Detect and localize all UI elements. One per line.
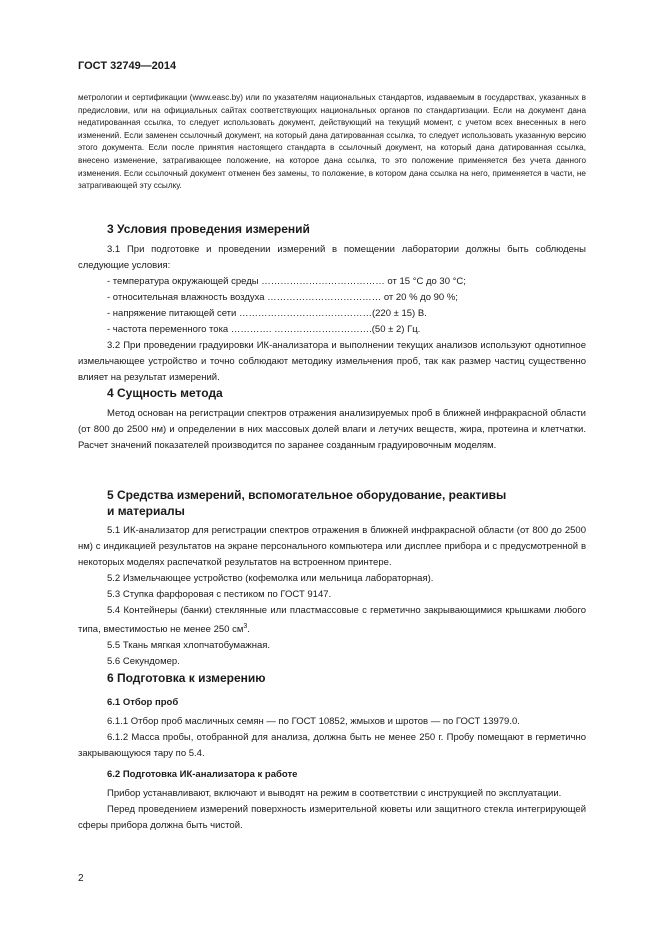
clause-5-4-text: 5.4 Контейнеры (банки) стеклянные или пластмассовые с герметично закрывающимися крышками любого типа, вместимостью не менее 250 см (78, 605, 586, 636)
section-4-body (78, 406, 586, 454)
section-5-title (107, 487, 506, 519)
clause-5-2: 5.2 Измельчающее устройство (кофемолка или мельница лабораторная). (107, 573, 434, 584)
clause-5-6: 5.6 Секундомер. (107, 656, 180, 668)
section-5-title-line-1: 5 Средства измерений, вспомогательное оборудование, реактивы (107, 488, 507, 502)
subsection-6-1-body (78, 714, 586, 762)
section-5-body (78, 523, 586, 670)
clause-5-3: 5.3 Ступка фарфоровая с пестиком по ГОСТ 9147. (107, 589, 332, 600)
clause-6-1-1: 6.1.1 Отбор проб масличных семян — по ГОСТ 10852, жмыхов и шротов — по ГОСТ 13979.0. (107, 716, 520, 727)
clause-5-5: 5.5 Ткань мягкая хлопчатобумажная. (107, 640, 271, 652)
section-3-title: 3 Условия проведения измерений (107, 222, 310, 236)
clause-4-text: Метод основан на регистрации спектров отражения анализируемых проб в ближней инфракрасной области (от 800 до 2500 нм) и определении в них массовых долей влаги и летучих веществ, жира, протеина и клетчатки. Расчет значений показателей производится по заранее созданным градуировочным моделям. (78, 408, 586, 451)
subsection-6-2-title: 6.2 Подготовка ИК-анализатора к работе (107, 769, 298, 780)
clause-6-2-text-1: Прибор устанавливают, включают и выводят на режим в соответствии с инструкцией по эксплуатации. (107, 788, 562, 799)
condition-voltage: - напряжение питающей сети ……………………………………(220 ± 15) В. (107, 308, 427, 319)
section-4-title: 4 Сущность метода (107, 386, 223, 400)
clause-3-1: 3.1 При подготовке и проведении измерений в помещении лаборатории должны быть соблюдены следующие условия: (78, 244, 586, 271)
document-header: ГОСТ 32749—2014 (78, 60, 177, 72)
clause-5-1: 5.1 ИК-анализатор для регистрации спектров отражения в ближней инфракрасной области (от 800 до 2500 нм) с индикацией результатов на экране персонального компьютера или дисплее прибора и с предусмотренной в некоторых моделях распечаткой результатов на встроенном принтере. (78, 525, 586, 568)
clause-3-2: 3.2 При проведении градуировки ИК-анализатора и выполнении текущих анализов используют однотипное измельчающее устройство и точно соблюдают методику измельчения проб, так как размер частиц существенно влияет на результат измерений. (78, 340, 586, 383)
section-6-title: 6 Подготовка к измерению (107, 671, 266, 685)
subsection-6-2-body (78, 786, 586, 834)
clause-6-2-text-2: Перед проведением измерений поверхность измерительной кюветы или защитного стекла интегрирующей сферы прибора должна быть чистой. (78, 804, 586, 831)
condition-humidity: - относительная влажность воздуха ……………………………… от 20 % до 90 %; (107, 292, 458, 303)
subsection-6-1-title: 6.1 Отбор проб (107, 697, 179, 708)
clause-5-4-end: . (247, 624, 250, 636)
section-5-title-line-2: и материалы (107, 504, 185, 518)
intro-text: метрологии и сертификации (www.easc.by) или по указателям национальных стандартов, издаваемым в государствах, указанных в предисловии, или на официальных сайтах соответствующих национальных органов по стандартизации. Если на документ дана недатированная ссылка, то следует использовать документ, действующий на текущий момент, с учетом всех внесенных в него изменений. Если заменен ссылочный документ, на который дана датированная ссылка, то следует использовать указанную версию этого документа. Если после принятия настоящего стандарта в ссылочный документ, на который дана датированная ссылка, внесено изменение, затрагивающее положение, на которое дана ссылка, то это положение применяется без учета данного изменения. Если ссылочный документ отменен без замены, то положение, в котором дана ссылка на него, применяется в части, не затрагивающей эту ссылку. (78, 93, 586, 191)
clause-5-4-superscript: 3 (243, 623, 248, 630)
section-3-body (78, 242, 586, 386)
page-number: 2 (78, 873, 84, 884)
clause-6-1-2: 6.1.2 Масса пробы, отобранной для анализа, должна быть не менее 250 г. Пробу помещают в герметично закрывающуюся тару по 5.4. (78, 732, 586, 759)
condition-temperature: - температура окружающей среды ………………………………… от 15 °С до 30 °С; (107, 276, 466, 287)
condition-frequency: - частота переменного тока …………. ………………………….(50 ± 2) Гц. (107, 324, 421, 335)
clause-5-4 (78, 603, 586, 638)
intro-paragraph (78, 92, 586, 193)
